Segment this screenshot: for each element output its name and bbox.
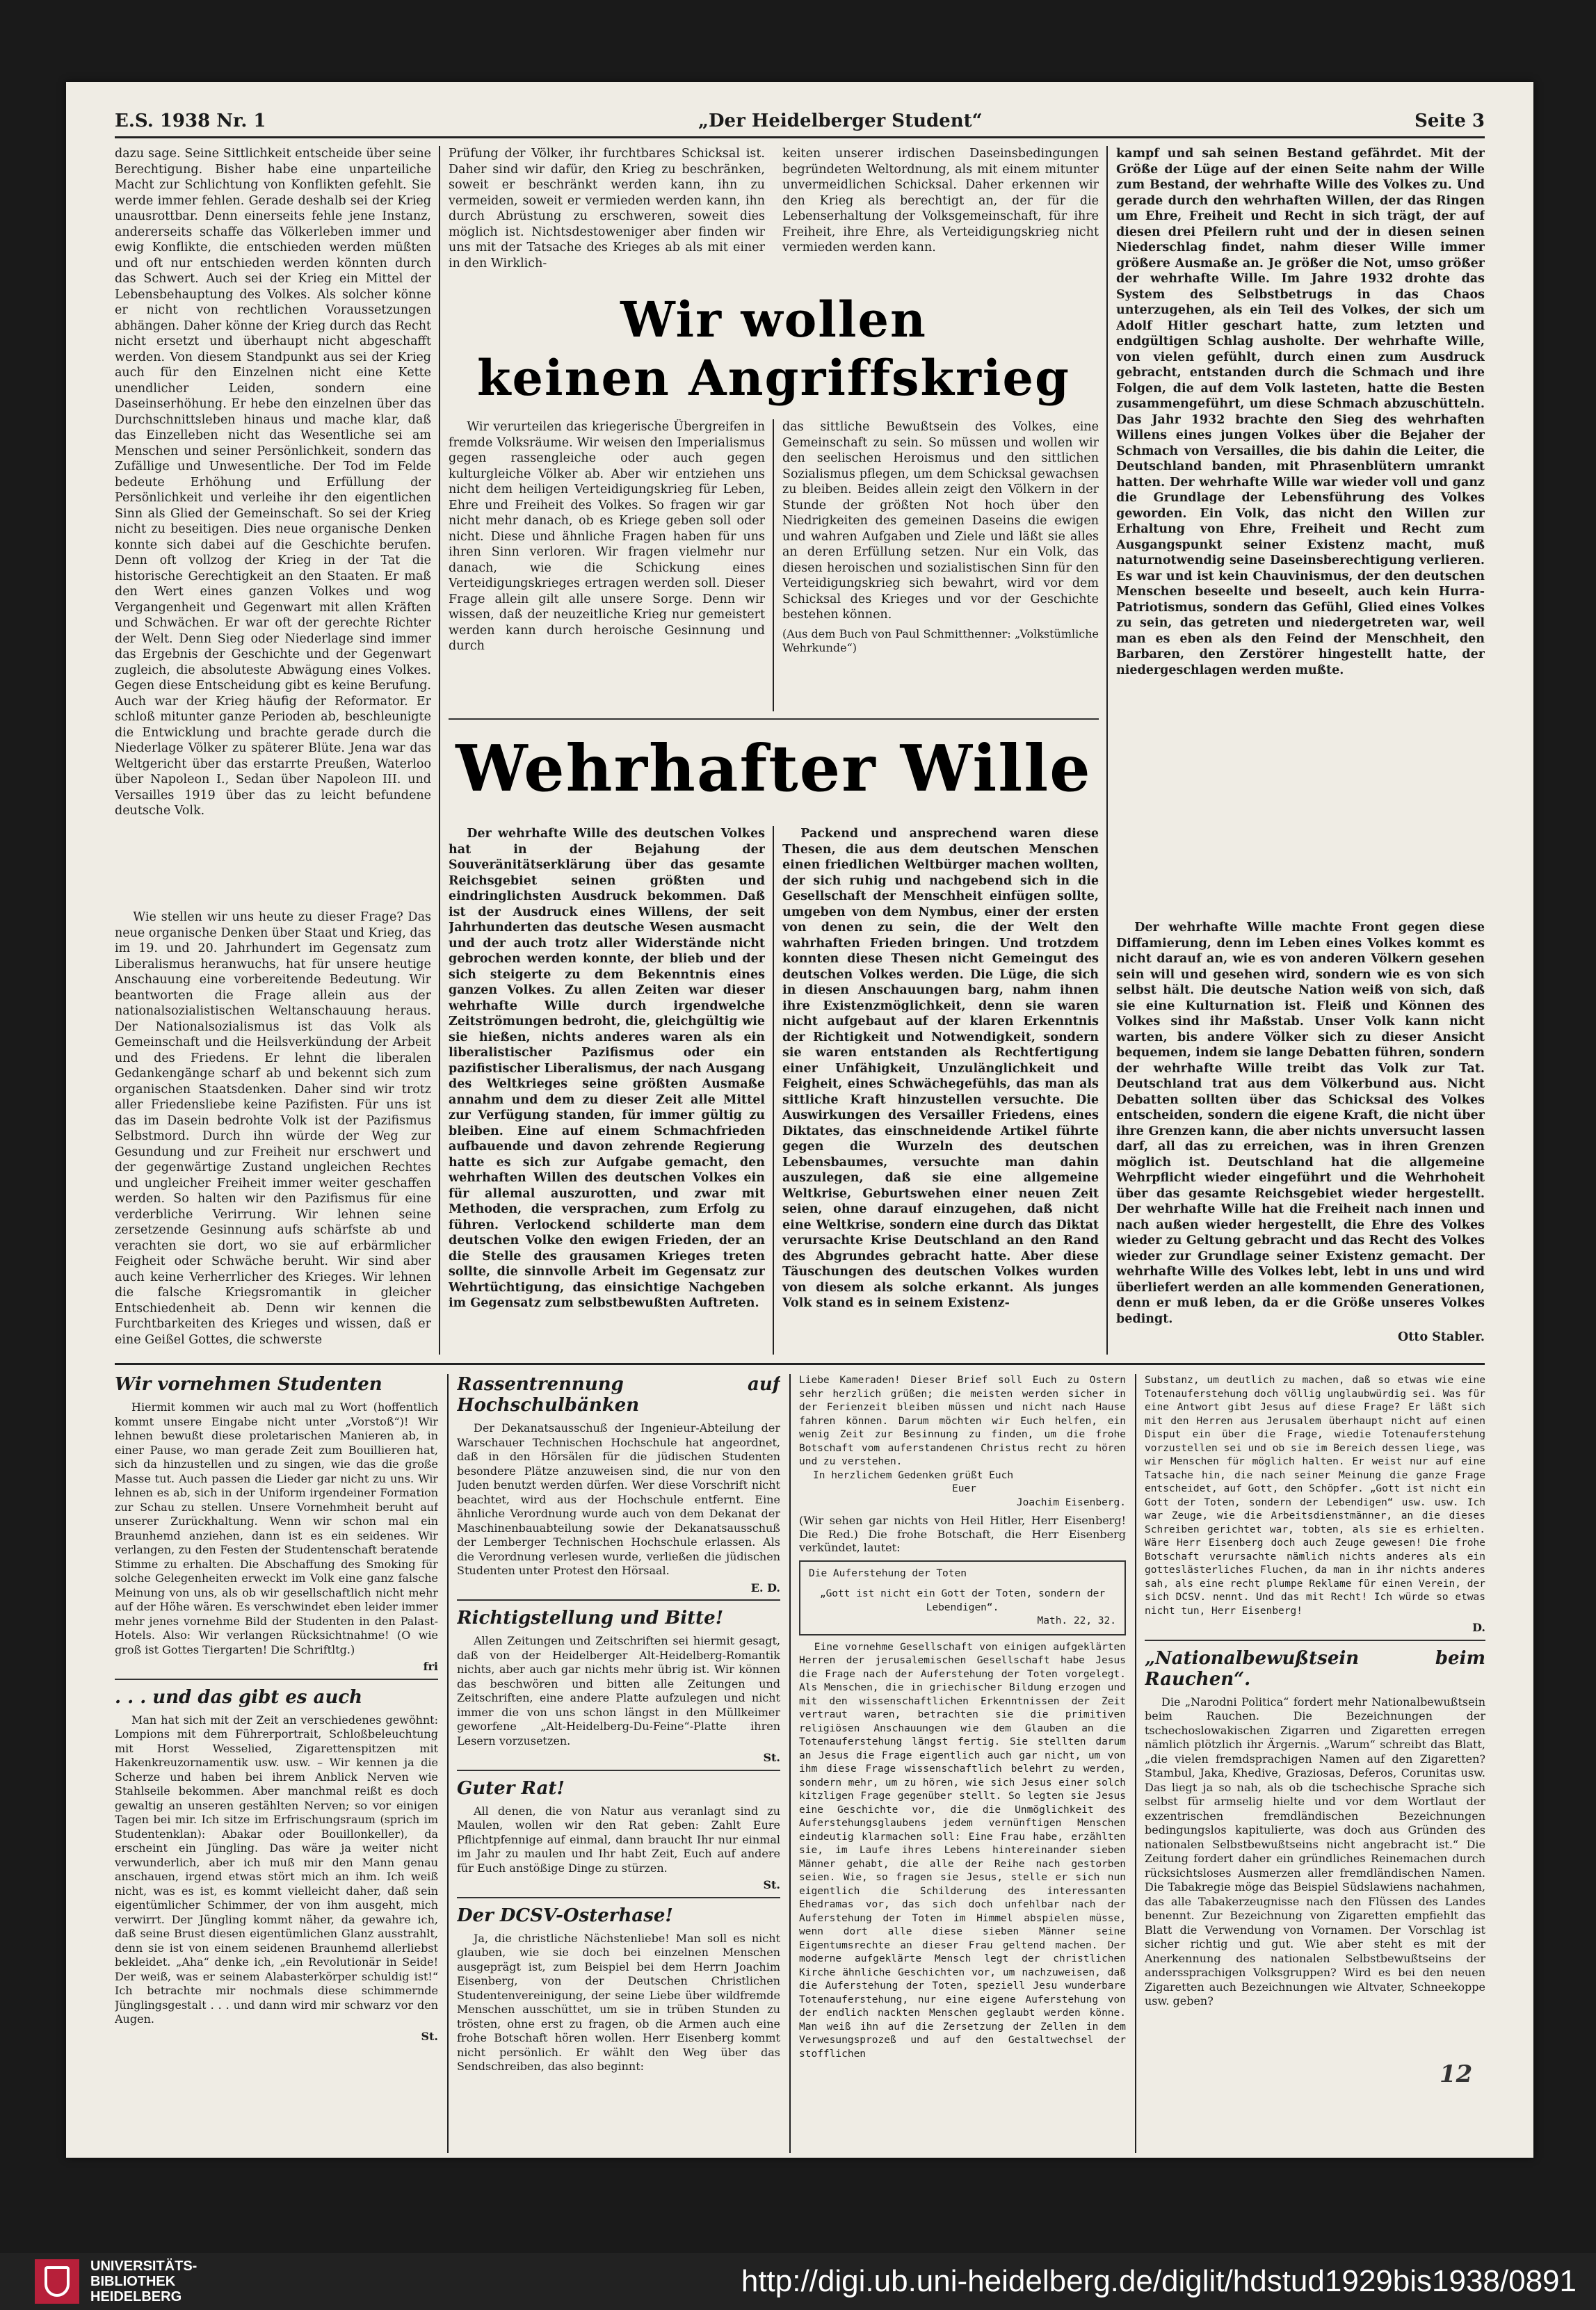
header-rule (115, 136, 1485, 138)
page-label: Seite 3 (1414, 111, 1485, 131)
column-divider (439, 146, 440, 1355)
masthead-title: „Der Heidelberger Student“ (698, 111, 983, 131)
bottom-column-2: Rassentrennung auf Hochschulbänken Der Dekanatsausschuß der Ingenieur-Abteilung der Warschauer Technischen Hochschule hat angeordnet, daß in den Hörsälen für die jüdischen Studenten besondere Plätze anzuweisen sind, die nur von den Juden benutzt werden dürfen. Wer diese Vorschrift nicht beachtet, wird aus der Hochschule entfernt. Eine ähnliche Verordnung wurde auch von dem Dekanat der Maschinenbauabteilung sowie der Dekanatsausschuß der Lemberger Technischen Hochschule erlassen. Als die Verordnung verlesen wurde, verließen die jüdischen Studenten unter Protest den Hörsaal. E. D. Richtigstellung und Bitte! Allen Zeitungen und Zeitschriften sei hiermit gesagt, daß von der Heidelberger Alt-Heidelberg-Romantik nichts, aber auch gar nichts mehr übrig ist. Wir können das beschwören und bitten alle Zeitungen und Zeitschriften, eine andere Platte aufzulegen und nicht immer die von uns schon längst in den Müllkeimer geworfene „Alt-Heidelberg-Du-Feine“-Platte ihren Lesern vorzusetzen. St. Guter Rat! All denen, die von Natur aus veranlagt sind zu Maulen, wollen wir den Rat geben: Zahlt Eure Pflichtpfennige auf einmal, dann braucht Ihr nur einmal im Jahr zu maulen und Ihr habt Zeit, Euch auf andere für Euch anstößige Dinge zu stürzen. St. Der DCSV-Osterhase! Ja, die christliche Nächstenliebe! Man soll es nicht glauben, wie sie doch bei einzelnen Menschen ausgeprägt ist, zum Beispiel bei dem Herrn Joachim Eisenberg, von der Deutschen Christlichen Studentenvereinigung, der seine Liebe über wildfremde Menschen ausschüttet, um sie in trüben Stunden zu trösten, ohne erst zu fragen, ob die Armen auch eine frohe Botschaft hören wollen. Herr Eisenberg kommt nicht persönlich. Er wählt den Weg über das Sendschreiben, das also beginnt: (457, 1374, 780, 2073)
column-divider (773, 419, 774, 711)
column-divider (773, 826, 774, 1355)
bottom-column-3: Liebe Kameraden! Dieser Brief soll Euch zu Ostern sehr herzlich grüßen; die meisten werden sicher in der Ferienzeit bleiben müssen und nicht nach Hause fahren können. Darum möchten wir Euch helfen, ein wenig Zeit zur Besinnung zu finden, um die frohe Botschaft vom auferstandenen Christus recht zu hören und zu verstehen. In herzlichem Gedenken grüßt Euch Euer Joachim Eisenberg. (Wir sehen gar nichts von Heil Hitler, Herr Eisenberg! Die Red.) Die frohe Botschaft, die Herr Eisenberg verkündet, lautet: Die Auferstehung der Toten „Gott ist nicht ein Gott der Toten, sondern der Lebendigen“. Math. 22, 32. Eine vornehme Gesellschaft von einigen aufgeklärten Herren der jerusalemischen Gesellschaft habe Jesus die Frage nach der Auferstehung der Toten vorgelegt. Als Menschen, die in griechischer Bildung erzogen und mit den wissenschaftlichen Erkenntnissen der Zeit vertraut waren, betrachten sie die primitiven religiösen Anschauungen wie dem Glauben an die Totenauferstehung längst fertig. Sie stellten darum an Jesus die Frage eigentlich auch gar nicht, um von ihm diese Frage wissenschaftlich belehrt zu werden, sondern mehr, um zu hören, wie sich Jesus einer solch kitzligen Frage gegenüber stellt. So legten sie Jesus eine Geschichte vor, die die Unmöglichkeit des Auferstehungsglaubens jedem vernünftigen Menschen eindeutig klarmachen soll: Eine Frau habe, erzählten sie, im Laufe ihres Lebens hintereinander sieben Männer gehabt, die alle der Reihe nach gestorben seien. Wie, so fragen sie Jesus, stelle er sich nun eigentlich die Schilderung des interessanten Ehedramas vor, das sich doch unfehlbar nach der Auferstehung der Toten im Himmel abspielen müsse, wenn dort alle diese sieben Männer seine Eigentumsrechte an dieser Frau geltend machen. Der moderne aufgeklärte Mensch legt der christlichen Kirche ähnliche Geschichten vor, um nachzuweisen, daß die Auferstehung der Toten, speziell Jesu wunderbare Totenauferstehung, nur eine eigene Auferstehung von der endlich nackten Menschen geglaubt werden könne. Man weiß ihn auf die Zersetzung der Zellen in dem Verwesungsprozeß und auf den Gestaltwechsel der stofflichen (799, 1375, 1126, 2060)
letter-signature: Joachim Eisenberg. (1016, 1496, 1126, 1508)
newspaper-page (66, 82, 1533, 2158)
page-header (115, 108, 1485, 134)
library-name: UNIVERSITÄTS- BIBLIOTHEK HEIDELBERG (90, 2259, 198, 2304)
bottom-column-4: Substanz, um deutlich zu machen, daß so etwas wie eine Totenauferstehung doch völlig unglaubwürdig sei. Was für eine Antwort gibt Jesus auf diese Frage? Er läßt sich mit den Herren aus Jerusalem überhaupt nicht auf einen Disput ein über die Frage, wiedie Totenauferstehung vorzustellen sei und ob sie im Bereich dessen liege, was wir Menschen für möglich halten. Er weist nur auf eine Tatsache hin, die nach seiner Meinung die ganze Frage entscheidet, auf Gott, den Schöpfer. „Gott ist nicht ein Gott der Toten, sondern der Lebendigen“ usw. usw. Ich war Zeuge, wie die Arbeitsdienstmänner, an die dieses Schreiben gerichtet war, tobten, als sie es erhielten. Wäre Herr Eisenberg doch auch Zeuge gewesen! Die frohe Botschaft verursachte nämlich nichts anderes als ein gotteslästerliches Fluchen, da man in ihr nichts anderes sah, als eine recht plumpe Reklame für einen Verein, der sich DCSV. nennt. Und das mit Recht! Ich würde so etwas nicht tun, Herr Eisenberg! D. „Nationalbewußtsein beim Rauchen“. Die „Narodni Politica“ fordert mehr Nationalbewußtsein beim Rauchen. Die Bezeichnungen der tschechoslowakischen Zigarren und Zigaretten erregen nämlich plötzlich ihr Ärgernis. „Warum“ schreibt das Blatt, „die vielen fremdsprachigen Namen auf den Zigaretten? Stambul, Jaka, Khedive, Graziosas, Deferos, Corunitas usw. Das liegt ja so nah, als ob die tschechische Sprache sich selbst für armselig hielte und vor dem Wortlaut der exzentrischen fremdländischen Bezeichnungen bedingungslos kapitulierte, was doch aus Gründen des nationalen Selbstbewußtseins nicht angebracht ist.“ Die Zeitung fordert daher ein gründliches Reinemachen durch rücksichtsloses Ausmerzen aller fremdländischen Namen. Die Tabakregie möge das Beispiel Südslawiens nachahmen, das alle Tabakerzeugnisse nach den Flüssen des Landes benennt. Zur Bezeichnung von Zigaretten empfiehlt das Blatt die Verwendung von Vornamen. Der Vorschlag ist sicher richtig und gut. Wie aber steht es mit der Anerkennung des nationalen Selbstbewußtseins der anderssprachigen Volksgruppen? Wird es bei den neuen Zigaretten auch Bezeichnungen wie Altvater, Schneekoppe usw. geben? (1145, 1375, 1485, 2008)
article-column-2: Prüfung der Völker, ihr furchtbares Schicksal ist. Daher sind wir dafür, den Krieg zu beschränken, soweit er beschränkt werden kann, ihn zu vermeiden, soweit er vermieden werden kann, ihn durch Abrüstung zu erschweren, soweit dies möglich ist. Nichtsdestoweniger aber finden wir uns mit der Tatsache des Krieges ab als mit einer in den Wirklich- (449, 147, 765, 270)
article-column-1b: Wie stellen wir uns heute zu dieser Frage? Das neue organische Denken über Staat und Krieg, das im 19. und 20. Jahrhundert im Gegensatz zum Liberalismus heranwuchs, hat für unsere heutige Anschauung eine vorbereitende Bedeutung. Wir beantworten die Frage allein aus der nationalsozialistischen Weltanschauung heraus. Der Nationalsozialismus ist das Volk als Gemeinschaft und die Heilsverkündung der Arbeit und des Friedens. Er lehnt die liberalen Gedankengänge scharf ab und bekennt sich zum organischen Staatsdenken. Daher sind wir trotz aller Friedensliebe keine Pazifisten. Für uns ist das im Dasein bedrohte Volk ist der Pazifismus Selbstmord. Durch ihn würde der Weg zur Gesundung und zur Freiheit nur erschwert und der gegenwärtige Zustand ungleichen Rechtes und ungleicher Freiheit immer weiter geschaffen werden. So halten wir den Pazifismus für eine verderbliche Verirrung. Wir lehnen seine zersetzende Gesinnung aufs schärfste ab und verachten sie dort, wo sie auf erbärmlicher Feigheit oder Schwäche beruht. Wir sind aber auch keine Verherrlicher des Krieges. Wir lehnen die falsche Kriegsromantik in gleicher Entschiedenheit ab. Denn wir kennen die Furchtbarkeiten des Krieges und wissen, daß er eine Geißel Gottes, die schwerste (115, 910, 431, 1347)
article-column-3: keiten unserer irdischen Daseinsbedingungen begründeten Weltordnung, als mit einem mitunter unvermeidlichen Schicksal. Daher erkennen wir den Krieg als berechtigt an, der für die Lebenserhaltung der Volksgemeinschaft, für ihre Freiheit, ihre Ehre, als Verteidigungskrieg nicht vermieden werden kann. (782, 147, 1099, 255)
author-signature: Otto Stabler. (1398, 1330, 1485, 1344)
quote-box-title: Die Auferstehung der Toten (809, 1567, 967, 1579)
column-divider (789, 1374, 791, 2153)
signature: E. D. (750, 1581, 780, 1594)
issue-label: E.S. 1938 Nr. 1 (115, 111, 266, 131)
signature: fri (423, 1660, 438, 1673)
column-divider (447, 1374, 449, 2153)
letter-euer: Euer (952, 1483, 976, 1494)
column-divider (1135, 1374, 1136, 2153)
article-title-dcsv-osterhase: Der DCSV-Osterhase! (457, 1905, 673, 1926)
quote-box (799, 1560, 1126, 1635)
source-citation: (Aus dem Buch von Paul Schmitthenner: „Volkstümliche Wehrkunde“) (782, 627, 1099, 654)
quote-box-reference: Math. 22, 32. (1037, 1615, 1116, 1626)
article-column-3b: das sittliche Bewußtsein des Volkes, eine Gemeinschaft zu sein. So müssen und wollen wir den seelischen Heroismus und den sittlichen Sozialismus pflegen, um dem Schicksal gewachsen zu bleiben. Beides allein zeigt den Völkern in der Stunde der größten Not hoch über den Niedrigkeiten des gemeinen Daseins die ewigen und wahren Aufgaben und Ziele und läßt sie alles an deren Erfüllung setzen. Nur ein Volk, das diesen heroischen und sozialistischen Sinn für den Verteidigungskrieg sich bewahrt, wird vor dem Schicksal des Krieges und vor der Geschichte bestehen können. (Aus dem Buch von Paul Schmitthenner: „Volkstümliche Wehrkunde“) (782, 420, 1099, 654)
library-footer (0, 2253, 1596, 2310)
letter-greeting: In herzlichem Gedenken grüßt Euch (813, 1469, 1014, 1481)
headline-kein-angriffskrieg: Wir wollen keinen Angriffskrieg (476, 291, 1071, 407)
headline-wehrhafter-wille: Wehrhafter Wille (449, 718, 1099, 817)
signature: D. (1472, 1621, 1485, 1634)
permalink-url[interactable]: http://digi.ub.uni-heidelberg.de/diglit/hdstud1929bis1938/0891 (741, 2264, 1577, 2298)
article-column-4: kampf und sah seinen Bestand gefährdet. Mit der Größe der Lüge auf der einen Seite nahm der Wille zum Bestand, der wehrhafte Wille des Volkes zu. Und gerade durch den wehrhaften Willen, der das Ringen um Ehre, Freiheit und Recht in sich trägt, der auf diesen drei Pfeilern ruht und der in diesen seinen Niederschlag findet, nahm dieser Wille immer größere Ausmaße an. Je größer die Not, umso größer der wehrhafte Wille. Im Jahre 1932 drohte das System des Selbstbetrugs in das Chaos unterzugehen, als ein Teil des Volkes, der sich um Adolf Hitler geschart hatte, zum letzten und endgültigen Schlag ausholte. Der wehrhafte Wille, von vielen gefühlt, durch einen zum Ausdruck gebracht, entstanden durch die Schmach und ihre Folgen, die auf dem Volk lasteten, hatte die Besten zusammengeführt, um diese Schmach abzuschütteln. Das Jahr 1932 brachte den Sieg des wehrhaften Willens eines jungen Volkes über die Bejaher der Schmach von Versailles, die bis dahin die Leiter, die Deutschland banden, mit Phrasenblütern umrankt hatten. Der wehrhafte Wille war wieder voll und ganz die Grundlage der Lebensführung des Volkes geworden. Ein Volk, das nicht den Willen zur Erhaltung von Ehre, Freiheit und Recht zum Ausgangspunkt seiner Existenz macht, muß naturnotwendig seine Daseinsberechtigung verlieren. Es war und ist kein Chauvinismus, der den deutschen Menschen beseelte und beseelt, auch kein Hurra-Patriotismus, sondern das Gefühl, Glied eines Volkes zu sein, das getreten und niedergetreten war, weil man es eben als den Feind der Menschheit, den Barbaren, den Zerstörer hingestellt hatte, der niedergeschlagen werden mußte. (1116, 147, 1485, 677)
quote-box-quote: „Gott ist nicht ein Gott der Toten, sondern der Lebendigen“. (819, 1588, 1106, 1613)
handwritten-page-number: 12 (1440, 2060, 1473, 2088)
article-title-richtigstellung: Richtigstellung und Bitte! (457, 1608, 724, 1629)
signature: St. (421, 2029, 438, 2043)
article-column-3c: Packend und ansprechend waren diese Thesen, die aus dem deutschen Menschen einen friedlichen Weltbürger machen wollten, der sich ruhig und nachgebend sich in die Gesellschaft der Menschheit einfügen sollte, umgeben von dem Nymbus, einer der ersten von denen zu sein, die der Welt den wahrhaften Frieden bringen. Und trotzdem konnten diese Thesen nicht Gemeingut des deutschen Volkes werden. Die Lüge, die sich in diesen Anschauungen barg, nahm ihnen ihre Existenzmöglichkeit, denn sie waren nicht aufgebaut auf der klaren Erkenntnis der Richtigkeit und Notwendigkeit, sondern sie waren entstanden als Rechtfertigung einer Unfähigkeit, Unzulänglichkeit und Feigheit, eines Schwächegefühls, das man als sittliche Kraft hinzustellen versuchte. Die Auswirkungen des Versailler Friedens, eines Diktates, das einschneidende Artikel führte gegen die Wurzeln des deutschen Lebensbaumes, versuchte man dahin auszulegen, daß sie eine allgemeine Weltkrise, Geburtswehen einer neuen Zeit seien, ohne darauf einzugehen, daß nicht eine Weltkrise, sondern eine durch das Diktat verursachte Krise Deutschland an den Rand des Abgrundes gebracht hatte. Aber diese Täuschungen des deutschen Volkes wurden von diesem als solche erkannt. Als junges Volk stand es in seinem Existenz- (782, 827, 1099, 1310)
article-title-und-das-gibt-es-auch: . . . und das gibt es auch (115, 1686, 363, 1708)
article-column-1: dazu sage. Seine Sittlichkeit entscheide über seine Berechtigung. Bisher habe eine unparteiliche Macht zur Schlichtung von Konflikten gefehlt. Sie werde immer fehlen. Gerade deshalb sei der Krieg unausrottbar. Denn einerseits fehle jene Instanz, andererseits schaffe das Völkerleben immer und ewig Konflikte, die entschieden werden müßten und oft nur entschieden werden könnten durch das Schwert. Auch sei der Krieg ein Mittel der Lebensbehauptung des Volkes. Als solcher könne er nicht von rechtlichen Voraussetzungen abhängen. Daher könne der Krieg durch das Recht nicht ersetzt und überhaupt nicht abgeschafft werden. Von diesem Standpunkt aus sei der Krieg auch für den Einzelnen nicht eine Kette unendlicher Leiden, sondern eine Daseinserhöhung. Er hebe den einzelnen über das Durchschnittsleben hinaus und mache klar, daß das Einzelleben nicht das Wesentliche sei am Menschen und seiner Persönlichkeit, sondern das Zufällige und Unwesentliche. Der Tod im Felde bedeute Erhöhung und Erfüllung der Persönlichkeit und verleihe ihr den eigentlichen Sinn als Glied der Gemeinschaft. So sei der Krieg nicht zu beseitigen. Dies neue organische Denken konnte sich dabei auf die Geschichte berufen. Denn oft vollzog der Krieg in der Tat die historische Gerechtigkeit an den Staaten. Er maß den Wert eines ganzen Volkes und wog Vergangenheit und Gegenwart mit allen Kräften und Schwächen. Er war oft der gerechte Richter der Welt. Denn Sieg oder Niederlage sind immer das Ergebnis der Geschichte und der Gegenwart zugleich, die absoluteste Abwägung eines Volkes. Gegen diese Entscheidung gibt es keine Berufung. Auch war der Krieg häufig der Reformator. Er schloß mitunter ganze Perioden ab, beschleunigte die Entwicklung und brachte gerade durch die Niederlage Völker zu späterer Blüte. Jena war das Weltgericht über das erstarrte Preußen, Waterloo über Napoleon I., Sedan über Napoleon III. und Versailles 1919 über das zu leicht befundene deutsche Volk. (115, 147, 431, 818)
article-column-2c: Der wehrhafte Wille des deutschen Volkes hat in der Bejahung der Souveränitätserklärung über das gesamte Reichsgebiet seinen größten und eindringlichsten Ausdruck bekommen. Daß ist der Ausdruck eines Willens, der seit Jahrhunderten das deutsche Wesen ausmacht und der auch trotz aller Widerstände nicht gebrochen werden konnte, der blieb und der sich steigerte zu dem Bekenntnis eines ganzen Volkes. Zu allen Zeiten war dieser wehrhafte Wille durch irgendwelche Zeitströmungen bedroht, die, gleichgültig wie sie hießen, nichts anderes waren als ein liberalistischer Pazifismus oder ein pazifistischer Liberalismus, der nach Ausgang des Weltkrieges seine größten Ausmaße annahm und dem zu dieser Zeit alle Mittel zur Verfügung standen, für immer gültig zu bleiben. Eine auf einem Schmachfrieden aufbauende und davon zehrende Regierung hatte es sich zur Aufgabe gemacht, den wehrhaften Willen des deutschen Volkes ein für allemal auszurotten, und zwar mit Methoden, die versprachen, zum Erfolg zu führen. Verlockend schilderte man dem deutschen Volke den ewigen Frieden, der an die Stelle des grausamen Krieges treten sollte, die sinnvolle Arbeit im Gegensatz zur Wehrtüchtigung, das einsichtige Nachgeben im Gegensatz zum selbstbewußten Auftreten. (449, 827, 765, 1310)
signature: St. (763, 1878, 780, 1891)
article-title-rassentrennung: Rassentrennung auf Hochschulbänken (457, 1374, 780, 1416)
column-divider (1106, 146, 1108, 1355)
article-column-2b: Wir verurteilen das kriegerische Übergreifen in fremde Volksräume. Wir weisen den Imperialismus gegen rassengleiche oder auch gegen kulturgleiche Völker ab. Aber wir entziehen uns nicht dem heiligen Verteidigungskrieg für Leben, Ehre und Freiheit des Volkes. So fragen wir gar nicht mehr danach, ob es Kriege geben soll oder nicht. Diese und ähnliche Fragen haben für uns ihren Sinn verloren. Wir fragen vielmehr nur danach, wie die Schickung eines Verteidigungskrieges ertragen werden soll. Dieser Frage allein gilt alle unsere Sorge. Denn wir wissen, daß der neuzeitliche Krieg nur gemeistert werden kann durch heroische Gesinnung und durch (449, 420, 765, 653)
article-title-guter-rat: Guter Rat! (457, 1777, 565, 1799)
article-column-4b: Der wehrhafte Wille machte Front gegen diese Diffamierung, denn im Leben eines Volkes kommt es nicht darauf an, wie es von anderen Völkern gesehen sein will und gesehen wird, sondern wie es von sich selbst hält. Die deutsche Nation weiß von sich, daß sie eine Kulturnation ist. Fleiß und Können des Volkes sind ihr Maßstab. Unser Volk kann nicht warten, bis andere Völker sich zu dieser Ansicht bequemen, indem sie lange Debatten führen, sondern der wehrhafte Wille treibt das Volk zur Tat. Deutschland trat aus dem Völkerbund aus. Nicht Debatten sollten über das Schicksal des Volkes entscheiden, sondern die eigene Kraft, die nicht über ihre Grenzen kann, die aber nichts unversucht lassen darf, all das zu erreichen, was in ihren Grenzen möglich ist. Deutschland hat die allgemeine Wehrpflicht wieder eingeführt und die Wehrhoheit über das gesamte Reichsgebiet wieder hergestellt. Der wehrhafte Wille hat die Freiheit nach innen und nach außen wieder hergestellt, die Ehre des Volkes wieder zu Geltung gebracht und das Recht des Volkes wieder zur Grundlage seiner Existenz gemacht. Der wehrhafte Wille des Volkes lebt, lebt in uns und wird überliefert werden an alle kommenden Generationen, denn er muß leben, da er die Größe unseres Volkes bedingt. Otto Stabler. (1116, 921, 1485, 1344)
article-title-nationalbewusstsein: „Nationalbewußtsein beim Rauchen“. (1145, 1647, 1485, 1690)
signature: St. (763, 1751, 780, 1764)
university-shield-icon (35, 2259, 79, 2304)
section-rule (115, 1363, 1485, 1365)
article-title-vornehme-studenten: Wir vornehmen Studenten (115, 1374, 382, 1395)
bottom-column-1: Wir vornehmen Studenten Hiermit kommen wir auch mal zu Wort (hoffentlich kommt unsere Eingabe nicht unter „Vorstoß“)! Wir lehnen bewußt diese proletarischen Manieren ab, in einer Pause, wo man gerade Zeit zum Bouillieren hat, sich da hinzustellen und zu singen, wie das die große Masse tut. Auch passen die Lieder gar nicht zu uns. Wir lehnen es ab, sich in der Uniform irgendeiner Formation zur Schau zu stellen. Unsere Vornehmheit beruht auf unserer Zurückhaltung. Wenn wir schon mal ein Braunhemd anziehen, dann ist es ein seidenes. Wir verlangen, zu den Festen der Studentenschaft beratende Stimme zu erhalten. Die Abschaffung des Smoking für solche Gelegenheiten erweckt im Volk eine ganz falsche Meinung von uns, als ob wir gesellschaftlich nicht mehr auf der Höhe wären. Es verschwindet eben leider immer mehr jenes vornehme Bild der Studenten in den Palast-Hotels. Also: Wir verlangen Rücksichtnahme! (O wie groß ist Gottes Tiergarten! Die Schriftltg.) fri . . . und das gibt es auch Man hat sich mit der Zeit an verschiedenes gewöhnt: Lompions mit dem Führerportrait, Schloßbeleuchtung mit Horst Wesselied, Zigarettenspitzen mit Hakenkreuzornamentik usw. usw. – Wir kennen ja die Scherze und haben bei ihrem Anblick Nerven wie Stahlseile bekommen. Aber manchmal reißt es doch gewaltig an unseren gestählten Nerven; so vor einigen Tagen bei mir. Ich sitze im Erfrischungsraum (sprich im Studentenklan): Abakar oder Bouillonkeller), da erscheint ein Jüngling. Das wäre ja weiter nicht verwunderlich, aber ich muß mir den Mann genau anschauen, irgend etwas stört mich an ihm. Ich weiß nicht, was es ist, es kommt vielleicht daher, daß sein eigentümlicher Schimmer, der von ihm ausgeht, mich verwirrt. Der Jüngling kommt näher, da gewahre ich, daß seine Brust diesen eigentümlichen Glanz ausstrahlt, denn sie ist von einem seidenen Braunhemd allerliebst bekleidet. „Aha“ denke ich, „ein Revolutionär in Seide! Der weiß, was er seinem Alabasterkörper schuldig ist!“ Ich betrachte mir nochmals diese schimmernde Jünglingsgestalt . . . und dann wird mir schwarz vor den Augen. St. (115, 1374, 438, 2043)
